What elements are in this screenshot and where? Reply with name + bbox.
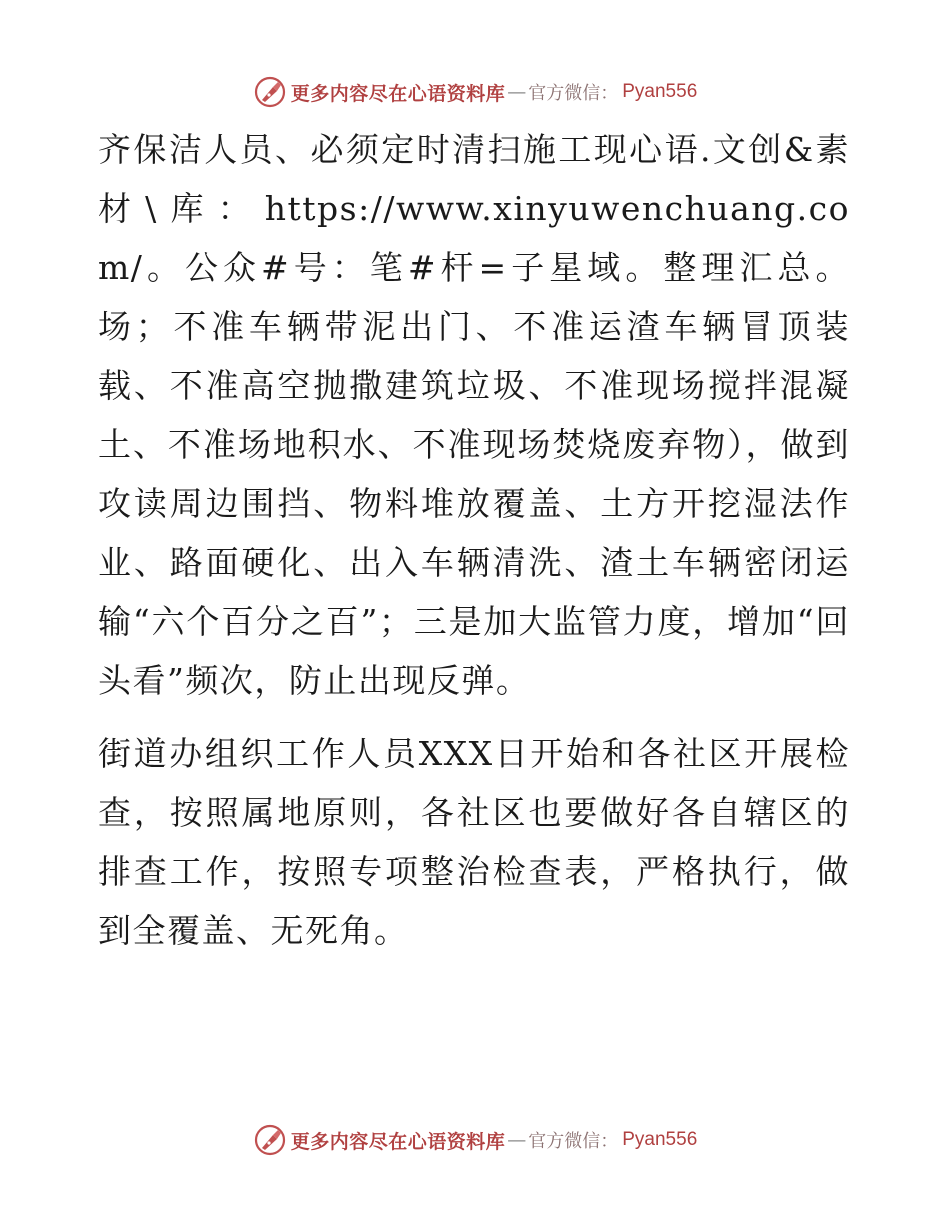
paragraph: 齐保洁人员、必须定时清扫施工现心语.文创&素材\库：https://www.xinyuwenchuang.com/。公众#号：笔#杆=子星域。整理汇总。场；不准车辆带泥出门、不准运渣车辆冒顶装载、不准高空抛撒建筑垃圾、不准现场搅拌混凝土、不准场地积水、不准现场焚烧废弃物），做到攻读周边围挡、物料堆放覆盖、土方开挖湿法作业、路面硬化、出入车辆清洗、渣土车辆密闭运输“六个百分之百”；三是加大监管力度，增加“回头看”频次，防止出现反弹。 (98, 130, 850, 700)
official-wechat-label: 官方微信： (528, 1131, 619, 1152)
document-body (98, 120, 850, 960)
footer-watermark-banner (0, 1120, 950, 1160)
header-watermark-banner (0, 72, 950, 112)
banner-dash: — (507, 81, 527, 103)
paragraph: 街道办组织工作人员XXX日开始和各社区开展检查，按照属地原则，各社区也要做好各自辖区的排查工作，按照专项整治检查表，严格执行，做到全覆盖、无死角。 (98, 734, 850, 950)
pen-nib-logo-icon (253, 1123, 287, 1157)
banner-text: 更多内容尽在心语资料库 (290, 1130, 506, 1153)
banner-text: 更多内容尽在心语资料库 (290, 82, 506, 105)
wechat-id: Pyan556 (622, 1129, 698, 1150)
official-wechat-label: 官方微信： (528, 83, 619, 104)
banner-dash: — (507, 1129, 527, 1151)
wechat-id: Pyan556 (622, 81, 698, 102)
pen-nib-logo-icon (253, 75, 287, 109)
